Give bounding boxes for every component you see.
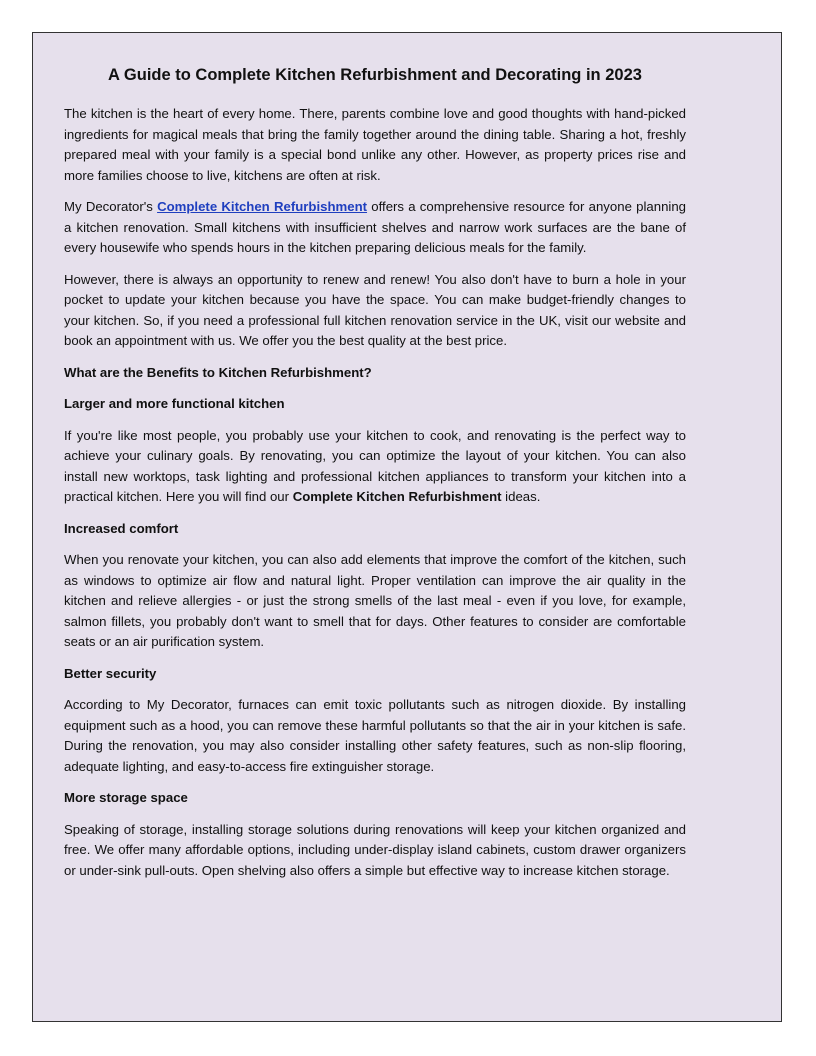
benefits-heading: What are the Benefits to Kitchen Refurbishment? — [64, 364, 372, 380]
intro-paragraph: The kitchen is the heart of every home. There, parents combine love and good thoughts with hand-picked ingredients for magical meals that bring the family together around the dining table. Sharing a hot, freshly prepared meal with your family is a special bond unlike any other. However, as property prices rise and more families choose to live, kitchens are often at risk. — [64, 106, 686, 183]
security-paragraph: According to My Decorator, furnaces can emit toxic pollutants such as nitrogen dioxide. By installing equipment such as a hood, you can remove these harmful pollutants so that the air in your kitchen is safe. During the renovation, you may also consider installing other safety features, such as non-slip flooring, adequate lighting, and easy-to-access fire extinguisher storage. — [64, 697, 686, 774]
storage-paragraph: Speaking of storage, installing storage solutions during renovations will keep your kitchen organized and free. We offer many affordable options, including under-display island cabinets, custom drawer organizers or under-sink pull-outs. Open shelving also offers a simple but effective way to increase kitchen storage. — [64, 821, 686, 878]
larger-kitchen-heading: Larger and more functional kitchen — [64, 396, 285, 411]
larger-kitchen-text-after: ideas. — [501, 489, 541, 504]
larger-kitchen-paragraph — [64, 426, 686, 508]
larger-kitchen-bold-term: Complete Kitchen Refurbishment — [292, 489, 502, 504]
decorator-paragraph — [64, 197, 686, 259]
security-heading: Better security — [64, 665, 157, 681]
comfort-paragraph: When you renovate your kitchen, you can also add elements that improve the comfort of the kitchen, such as windows to optimize air flow and natural light. Proper ventilation can improve the air quality in the kitchen and relieve allergies - or just the strong smells of the last meal - even if you love, for example, salmon fillets, you probably don't want to smell that for days. Other features to consider are comfortable seats or an air purification system. — [64, 552, 686, 649]
decorator-text-after: offers a comprehensive resource for anyone planning a kitchen renovation. Small kitchens with insufficient shelves and narrow work surfaces are the bane of every housewife who spends hours in the kitchen preparing delicious meals for the family. — [64, 199, 686, 255]
larger-kitchen-text-before: If you're like most people, you probably use your kitchen to cook, and renovating is the perfect way to achieve your culinary goals. By renovating, you can optimize the layout of your kitchen. You can also install new worktops, task lighting and professional kitchen appliances to transform your kitchen into a practical kitchen. Here you will find our — [64, 427, 686, 504]
document-title: A Guide to Complete Kitchen Refurbishment and Decorating in 2023 — [108, 66, 642, 84]
renew-paragraph: However, there is always an opportunity to renew and renew! You also don't have to burn a hole in your pocket to update your kitchen because you have the space. You can make budget-friendly changes to your kitchen. So, if you need a professional full kitchen renovation service in the UK, visit our website and book an appointment with us. We offer you the best quality at the best price. — [64, 271, 686, 348]
complete-kitchen-refurbishment-link[interactable]: Complete Kitchen Refurbishment — [157, 199, 368, 214]
comfort-heading: Increased comfort — [64, 520, 179, 536]
storage-heading: More storage space — [64, 790, 188, 805]
decorator-text-before: My Decorator's — [64, 199, 158, 214]
document-content — [64, 64, 686, 892]
